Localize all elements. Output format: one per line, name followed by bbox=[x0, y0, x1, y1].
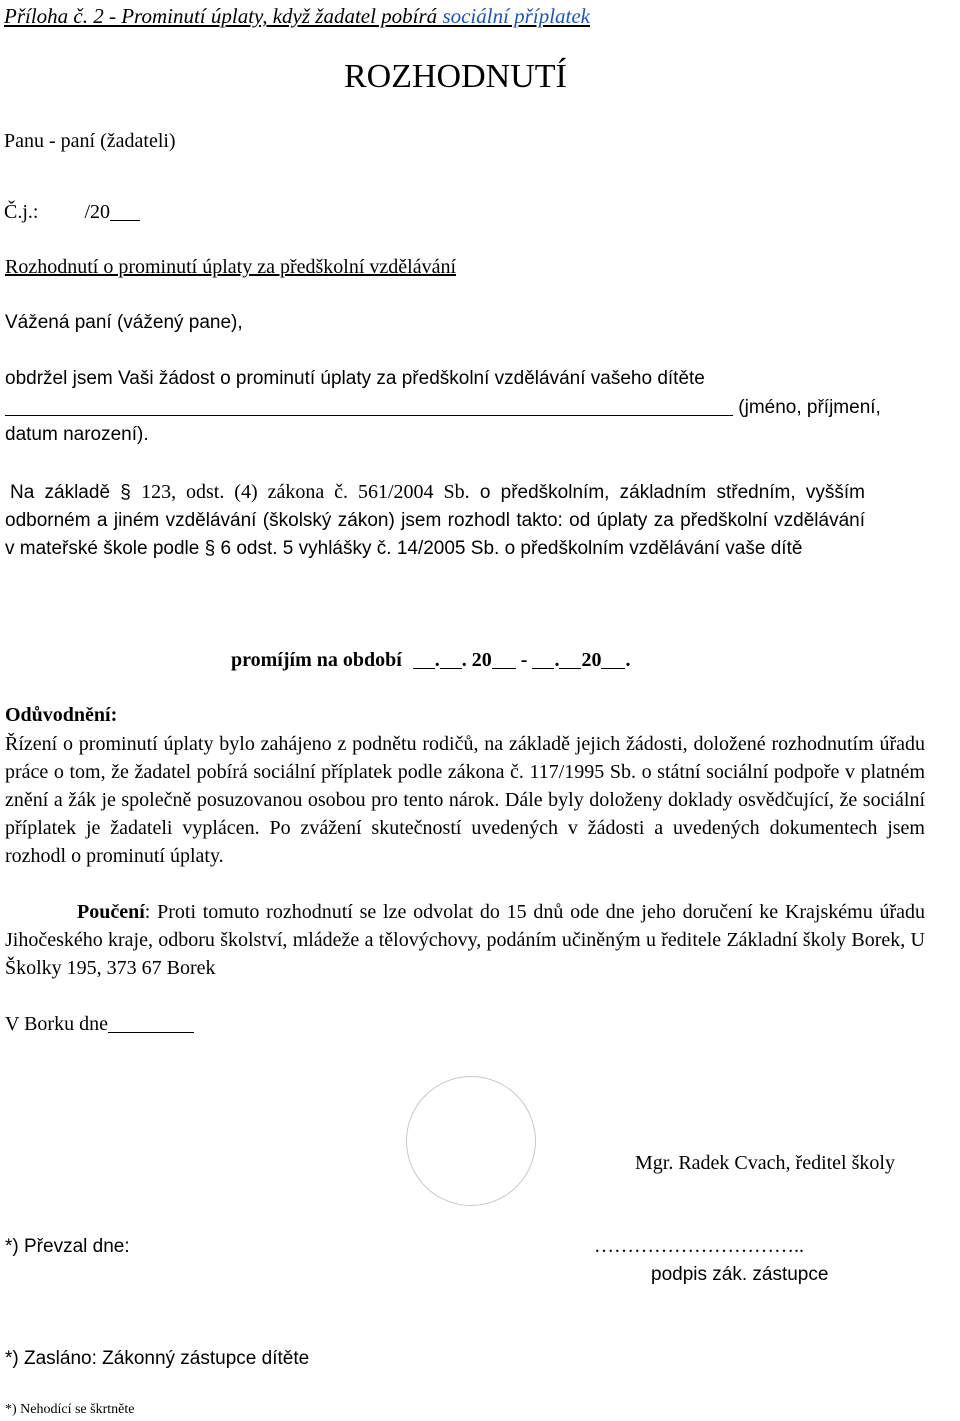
intro-line-3: datum narození). bbox=[5, 424, 149, 445]
document-title: ROZHODNUTÍ bbox=[344, 58, 567, 95]
intro-line-1: obdržel jsem Vaši žádost o prominutí úplaty za předškolní vzdělávání vašeho dítěte bbox=[5, 368, 705, 389]
section-sign-icon: § bbox=[120, 482, 131, 503]
decision-subject: Rozhodnutí o prominutí úplaty za předškolní vzdělávání bbox=[5, 256, 457, 278]
reasoning-text: Řízení o prominutí úplaty bylo zahájeno z podnětu rodičů, na základě jejich žádosti, doložené rozhodnutím úřadu práce o tom, že žadatel pobírá sociální příplatek podle zákona č. 117/1995 Sb. o státní sociální podpoře v platném znění a žák je společně posuzovanou osobou pro tento nárok. Dále byly doloženy doklady osvědčující, že sociální příplatek je žadateli vyplácen. Po zvážení skutečností uvedených v žádosti a uvedených dokumentech jsem rozhodl o prominutí úplaty. bbox=[5, 733, 925, 867]
end-year-blank[interactable] bbox=[601, 648, 625, 669]
greeting: Vážená paní (vážený pane), bbox=[5, 312, 243, 333]
end-month-blank[interactable] bbox=[559, 648, 581, 669]
start-day-blank[interactable] bbox=[413, 648, 435, 669]
reference-number: Č.j.: /20 bbox=[4, 200, 140, 224]
start-year-blank[interactable] bbox=[492, 648, 516, 669]
signatory: Mgr. Radek Cvach, ředitel školy bbox=[635, 1152, 895, 1174]
legal-basis-paragraph: Na základě § 123, odst. (4) zákona č. 561/2004 Sb. o předškolním, základním středním, vyšším odborném a jiném vzdělávání (školský zákon) jsem rozhodl takto: od úplaty za předškolní vzdělávání v mateřské škole podle § 6 odst. 5 vyhlášky č. 14/2005 Sb. o předškolním vzdělávání vaše dítě bbox=[5, 481, 866, 559]
end-day-blank[interactable] bbox=[532, 648, 554, 669]
attachment-header: Příloha č. 2 - Prominutí úplaty, když žadatel pobírá sociální příplatek bbox=[4, 4, 591, 28]
school-stamp-placeholder bbox=[406, 1076, 536, 1206]
received-label: *) Převzal dne: bbox=[5, 1236, 130, 1257]
footnote: *) Nehodící se škrtněte bbox=[5, 1402, 135, 1417]
place-and-date: V Borku dne bbox=[5, 1012, 194, 1036]
start-month-blank[interactable] bbox=[440, 648, 462, 669]
intro-line-2: (jméno, příjmení, bbox=[5, 396, 881, 419]
signature-caption: podpis zák. zástupce bbox=[651, 1264, 829, 1285]
addressee: Panu - paní (žadateli) bbox=[4, 130, 176, 152]
social-allowance-link[interactable]: sociální příplatek bbox=[442, 4, 591, 28]
waiver-period: promíjím na období . . 20 - . 20 . bbox=[231, 649, 631, 671]
sent-to: *) Zasláno: Zákonný zástupce dítěte bbox=[5, 1348, 310, 1369]
appeal-instruction: Poučení: Proti tomuto rozhodnutí se lze odvolat do 15 dnů ode dne jeho doručení ke Krajskému úřadu Jihočeského kraje, odboru školství, mládeže a tělovýchovy, podáním učiněným u ředitele Základní školy Borek, U Školky 195, 373 67 Borek bbox=[5, 901, 925, 979]
reasoning-heading: Odůvodnění: bbox=[5, 704, 118, 726]
signature-line[interactable]: ………………………….. bbox=[594, 1235, 804, 1257]
date-blank[interactable] bbox=[108, 1012, 194, 1033]
child-name-blank[interactable] bbox=[5, 396, 733, 416]
section-sign-icon: § bbox=[204, 538, 216, 559]
